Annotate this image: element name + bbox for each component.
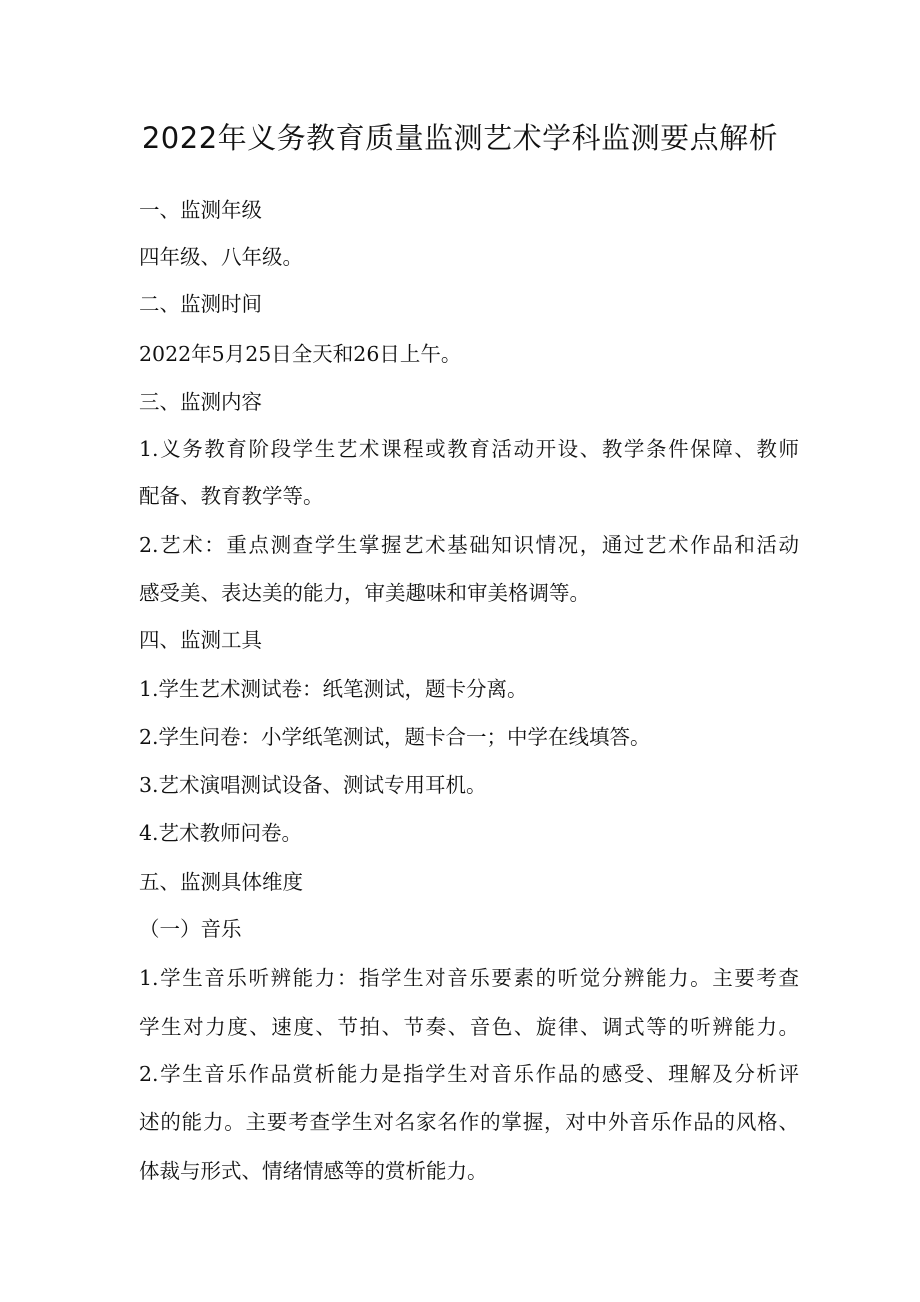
music-item-2-line-1: 2.学生音乐作品赏析能力是指学生对音乐作品的感受、理解及分析评	[139, 1062, 799, 1086]
paragraph-grade: 四年级、八年级。	[139, 245, 303, 269]
heading-dimensions: 五、监测具体维度	[139, 870, 303, 894]
heading-content: 三、监测内容	[139, 390, 262, 414]
heading-time: 二、监测时间	[139, 292, 262, 316]
music-item-1-line-2: 学生对力度、速度、节拍、节奏、音色、旋律、调式等的听辨能力。	[139, 1015, 799, 1039]
tool-item-1: 1.学生艺术测试卷：纸笔测试，题卡分离。	[139, 677, 528, 701]
heading-grade: 一、监测年级	[139, 198, 262, 222]
document-title: 2022年义务教育质量监测艺术学科监测要点解析	[141, 121, 779, 155]
content-item-2-line-1: 2.艺术：重点测查学生掌握艺术基础知识情况，通过艺术作品和活动	[139, 533, 799, 557]
music-item-2-line-3: 体裁与形式、情绪情感等的赏析能力。	[139, 1159, 488, 1183]
content-item-1-line-2: 配备、教育教学等。	[139, 484, 324, 508]
subheading-music: （一）音乐	[139, 917, 242, 941]
content-item-2-line-2: 感受美、表达美的能力，审美趣味和审美格调等。	[139, 581, 590, 605]
content-item-1-line-1: 1.义务教育阶段学生艺术课程或教育活动开设、教学条件保障、教师	[139, 437, 799, 461]
tool-item-2: 2.学生问卷：小学纸笔测试，题卡合一；中学在线填答。	[139, 725, 651, 749]
tool-item-3: 3.艺术演唱测试设备、测试专用耳机。	[139, 773, 487, 797]
music-item-2-line-2: 述的能力。主要考查学生对名家名作的掌握，对中外音乐作品的风格、	[139, 1110, 799, 1134]
paragraph-time: 2022年5月25日全天和26日上午。	[139, 342, 462, 366]
music-item-1-line-1: 1.学生音乐听辨能力：指学生对音乐要素的听觉分辨能力。主要考查	[139, 966, 799, 990]
heading-tools: 四、监测工具	[139, 628, 262, 652]
tool-item-4: 4.艺术教师问卷。	[139, 821, 303, 845]
